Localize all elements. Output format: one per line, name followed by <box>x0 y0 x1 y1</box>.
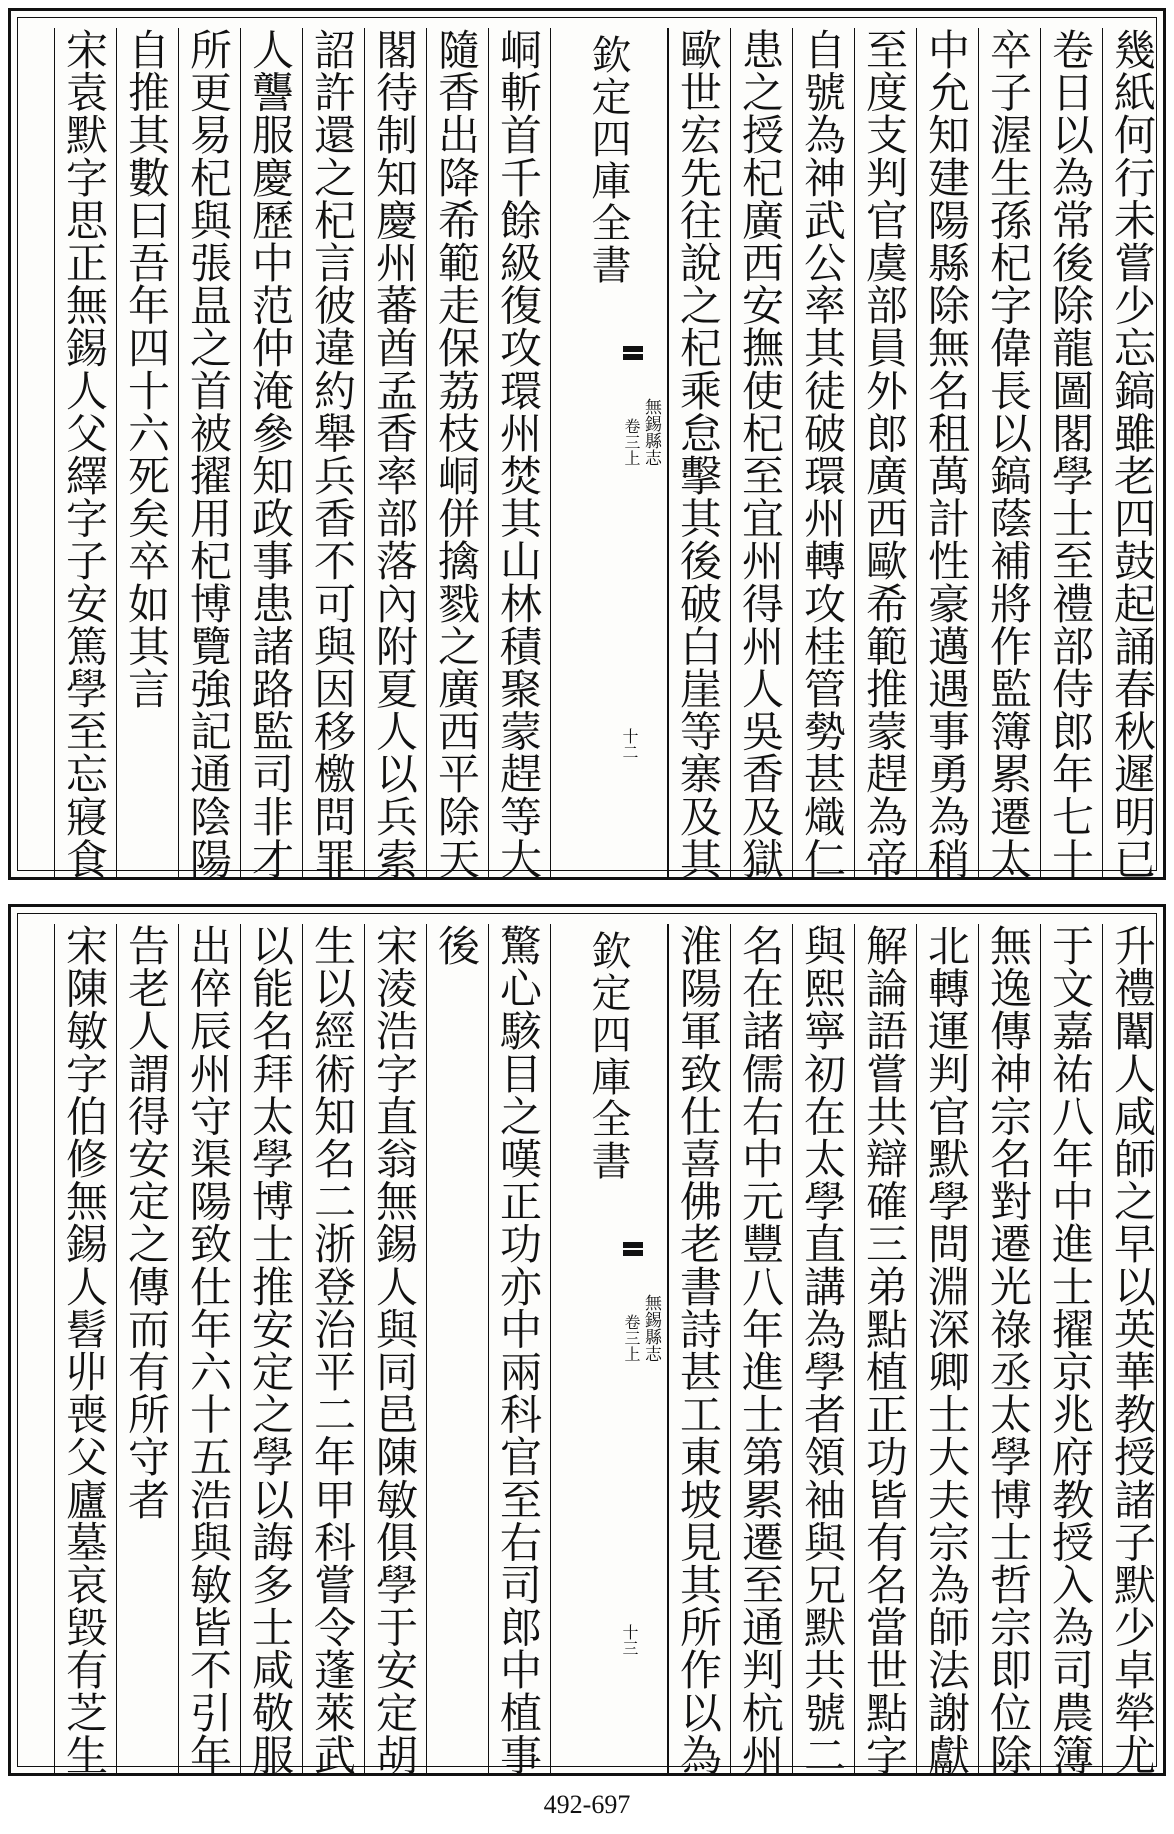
banner-book-name: 無錫縣志 <box>641 398 661 466</box>
fish-tail-mark-icon <box>623 1242 643 1256</box>
text-column <box>54 28 112 880</box>
column-text: 淮陽軍致仕喜佛老書詩甚工東坡見其所作以為 <box>674 924 723 1776</box>
banner-book-name: 無錫縣志 <box>641 1294 661 1362</box>
column-text: 升禮闈人咸師之早以英華教授諸子默少卓犖尤 <box>1108 924 1157 1776</box>
text-column <box>116 924 174 1776</box>
text-column <box>792 28 850 880</box>
column-text: 宋陳敏字伯修無錫人髫丱喪父廬墓哀毀有芝生 <box>60 924 109 1776</box>
column-text: 于文嘉祐八年中進士擢京兆府教授入為司農簿 <box>1046 924 1095 1776</box>
text-column <box>240 924 298 1776</box>
text-column <box>730 924 788 1776</box>
column-text: 後 <box>432 924 481 967</box>
text-column <box>302 924 360 1776</box>
text-column <box>54 924 112 1776</box>
column-text: 自號為神武公率其徒破環州轉攻桂管勢甚熾仁 <box>798 28 847 880</box>
page-number: 492-697 <box>543 1790 631 1819</box>
column-text: 峒斬首千餘級復攻環州焚其山林積聚蒙趕等大 <box>494 28 543 880</box>
banner-volume: 卷三上 <box>622 1314 641 1362</box>
column-text: 自推其數曰吾年四十六死矣卒如其言 <box>122 28 171 710</box>
text-column <box>302 28 360 880</box>
text-column <box>668 924 726 1776</box>
column-text: 宋袁默字思正無錫人父繹字子安篤學至忘寢食 <box>60 28 109 880</box>
text-column <box>178 28 236 880</box>
text-column <box>792 924 850 1776</box>
bottom-page-frame <box>17 913 1157 1776</box>
text-column <box>668 28 726 880</box>
column-text: 與熙寧初在太學直講為學者領袖與兄默共號二 <box>798 924 847 1776</box>
column-text: 中允知建陽縣除無名租萬計性豪邁遇事勇為稍 <box>922 28 971 880</box>
column-text: 以能名拜太學博士推安定之學以誨多士咸敬服 <box>246 924 295 1776</box>
center-banner <box>550 924 668 1776</box>
column-text: 出倅辰州守渠陽致仕年六十五浩與敏皆不引年 <box>184 924 233 1776</box>
text-column <box>488 924 546 1776</box>
column-text: 至度支判官虞部員外郎廣西歐希範推蒙趕為帝 <box>860 28 909 880</box>
text-column <box>364 28 422 880</box>
column-text: 所更易杞與張昷之首被擢用杞博覽強記通陰陽 <box>184 28 233 880</box>
text-column <box>240 28 298 880</box>
text-column <box>1040 28 1098 880</box>
column-text: 隨香出降希範走保荔枝峒併擒戮之廣西平除天 <box>432 28 481 880</box>
text-column <box>854 28 912 880</box>
banner-volume: 卷三上 <box>622 418 641 466</box>
text-column <box>854 924 912 1776</box>
column-text: 解論語嘗共辯確三弟點植正功皆有名當世點字 <box>860 924 909 1776</box>
column-text: 閣待制知慶州蕃酋孟香率部落內附夏人以兵索 <box>370 28 419 880</box>
text-column <box>1102 924 1160 1776</box>
column-text: 歐世宏先往說之杞乘怠擊其後破白崖等寨及其 <box>674 28 723 880</box>
column-text: 無逸傳神宗名對遷光祿丞太學博士哲宗即位除 <box>984 924 1033 1776</box>
text-column <box>178 924 236 1776</box>
top-page <box>8 8 1166 880</box>
text-column <box>916 924 974 1776</box>
column-text: 卷日以為常後除龍圖閣學士至禮部侍郎年七十 <box>1046 28 1095 880</box>
column-text: 生以經術知名二浙登治平二年甲科嘗令蓬萊武 <box>308 924 357 1776</box>
column-text: 患之授杞廣西安撫使杞至宜州得州人吳香及獄 <box>736 28 785 880</box>
center-banner <box>550 28 668 880</box>
column-text: 詔許還之杞言彼違約舉兵香不可與因移檄問罪 <box>308 28 357 880</box>
text-column <box>730 28 788 880</box>
text-column <box>978 28 1036 880</box>
column-text: 卒子渥生孫杞字偉長以鎬蔭補將作監簿累遷太 <box>984 28 1033 880</box>
column-text: 驚心駭目之嘆正功亦中兩科官至右司郎中植事 <box>494 924 543 1776</box>
banner-folio: 十三 <box>620 1624 639 1656</box>
text-column <box>1040 924 1098 1776</box>
text-column <box>978 924 1036 1776</box>
text-column <box>916 28 974 880</box>
text-column <box>364 924 422 1776</box>
text-column <box>488 28 546 880</box>
text-column <box>426 28 484 880</box>
banner-title: 欽定四庫全書 <box>585 930 631 1182</box>
column-text: 人讋服慶歷中范仲淹參知政事患諸路監司非才 <box>246 28 295 880</box>
banner-folio: 十二 <box>620 728 639 760</box>
text-column <box>116 28 174 880</box>
bottom-page <box>8 904 1166 1776</box>
text-column <box>1102 28 1160 880</box>
fish-tail-mark-icon <box>623 346 643 360</box>
column-text: 名在諸儒右中元豐八年進士第累遷至通判杭州 <box>736 924 785 1776</box>
banner-title: 欽定四庫全書 <box>585 34 631 286</box>
text-column <box>426 924 484 1776</box>
column-text: 宋淩浩字直翁無錫人與同邑陳敏俱學于安定胡 <box>370 924 419 1776</box>
column-text: 幾紙何行未嘗少忘鎬雖老四鼓起誦春秋遲明已 <box>1108 28 1157 880</box>
column-text: 北轉運判官默學問淵深卿士大夫宗為師法謝獻 <box>922 924 971 1776</box>
top-page-frame <box>17 17 1157 880</box>
column-text: 告老人謂得安定之傳而有所守者 <box>122 924 171 1521</box>
